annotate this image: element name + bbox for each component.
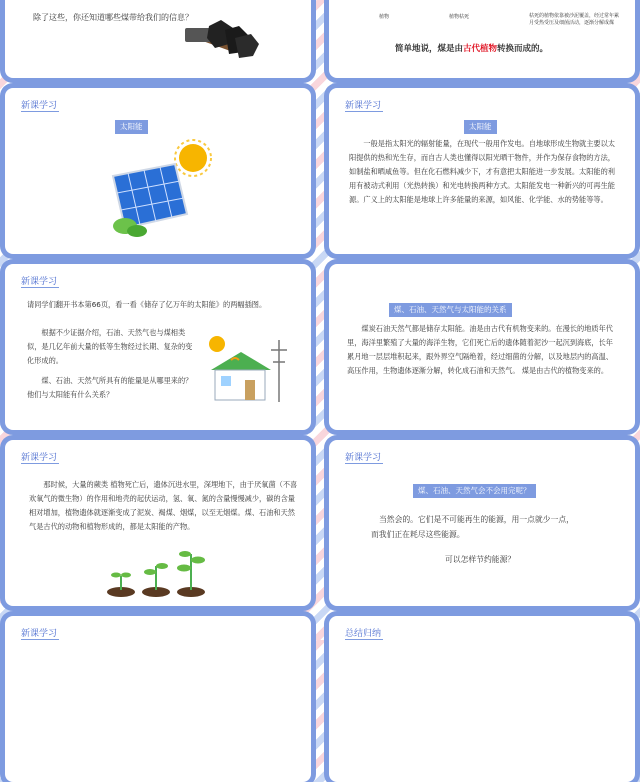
section-title: 总结归纳	[345, 626, 381, 639]
sprouts-image	[101, 544, 211, 600]
slide-coal-formation	[329, 0, 635, 78]
topic-tag: 太阳能	[115, 120, 148, 134]
topic-tag: 煤、石油、天然气与太阳能的关系	[389, 303, 512, 317]
slide-coal-origin	[5, 440, 311, 606]
slide-text: 除了这些，你还知道哪些煤带给我们的信息？	[33, 13, 193, 22]
section-title: 新课学习	[21, 274, 57, 287]
slide-paragraph: 一般是指太阳光的辐射能量，在现代一般用作发电。自地球形成生物就主要以太阳提供的热和光生存，而自古人类也懂得以阳光晒干物件，并作为保存食物的方法，如制盐和晒咸鱼等。但在化石燃料减少下，才有意把太阳能进一步发展。太阳能的利用有被动式利用（光热转换）和光电转换两种方式。太阳能发电一种新兴的可再生能源。广义上的太阳能是地球上许多能量的来源，如风能、化学能、水的势能等等。	[349, 139, 615, 204]
slide-run-out	[329, 440, 635, 606]
summary	[395, 42, 548, 54]
slide-solar-intro	[5, 88, 311, 254]
slide-paragraph: 那时候，大量的蕨类 植物死亡后，遗体沉进水里，深埋地下，由于厌氧菌（不喜欢氧气的微生物）的作用和地壳的起伏运动，氢、氧、氮的含量慢慢减少，碳的含量相对增加，植物遗体就逐渐变成了泥炭、褐煤、烟煤，以至无烟煤。煤、石油和天然气是古代的动物和植物形成的，都是太阳能的产物。	[29, 480, 298, 531]
section-title: 新课学习	[21, 98, 57, 111]
section-title: 新课学习	[21, 626, 57, 639]
answer-line-1: 当然会的。它们是不可能再生的能源，用一点就少一点，	[379, 515, 574, 524]
section-title: 新课学习	[21, 450, 57, 463]
label-plant: 植物	[379, 14, 390, 20]
section-title: 新课学习	[345, 98, 381, 111]
evidence-paragraph: 根据不少证据介绍，石油、天然气也与煤相类似，是几亿年前大量的低等生物经过长期、复杂的变化形成的。	[27, 328, 193, 365]
slide-textbook-illustrations	[5, 264, 311, 430]
slide-next-right	[329, 616, 635, 782]
slide-next-left	[5, 616, 311, 782]
slide-fossil-relation	[329, 264, 635, 430]
slide-solar-definition	[329, 88, 635, 254]
solar-panel-image	[105, 136, 215, 246]
solar-house-image	[201, 330, 291, 410]
summary-prefix: 简单地说，煤是由	[395, 44, 464, 54]
summary-suffix: 转换而成的。	[497, 44, 549, 54]
label-decompose: 枯死的植物依靠被沙泥覆盖，经过常年累 月受热受压及细菌活动，逐渐分解成煤	[529, 13, 620, 26]
instruction-line: 请同学们翻开书本第66页，看一看《储存了亿万年的太阳能》的两幅插图。	[27, 300, 267, 309]
question-paragraph: 煤、石油、天然气所具有的能量是从哪里来的？他们与太阳能有什么关系？	[27, 376, 193, 399]
slide-paragraph: 煤炭石油天然气都是储存太阳能。油是由古代有机物变来的。在漫长的地质年代里，海洋里繁殖了大量的海洋生物，它们死亡后的遗体随着泥沙一起沉到海底，长年累月地一层层堆积起来，跟外界空气隔绝着，经过细菌的分解，以及地层内的高温、高压作用，生物遗体逐渐分解，转化成石油和天然气。 煤是由古代的植物变来的。	[347, 324, 613, 375]
answer-line-2: 而我们正在耗尽这些能源。	[371, 530, 465, 539]
question-line: 可以怎样节约能源？	[445, 555, 516, 564]
topic-tag: 煤、石油、天然气会不会用完呢？	[413, 484, 536, 498]
label-dead-plant: 植物枯死	[449, 14, 470, 20]
coal-hammer-image	[181, 8, 281, 60]
summary-highlight: 古代植物	[463, 44, 498, 54]
slide-coal-info	[5, 0, 311, 78]
section-title: 新课学习	[345, 450, 381, 463]
topic-tag: 太阳能	[464, 120, 497, 134]
